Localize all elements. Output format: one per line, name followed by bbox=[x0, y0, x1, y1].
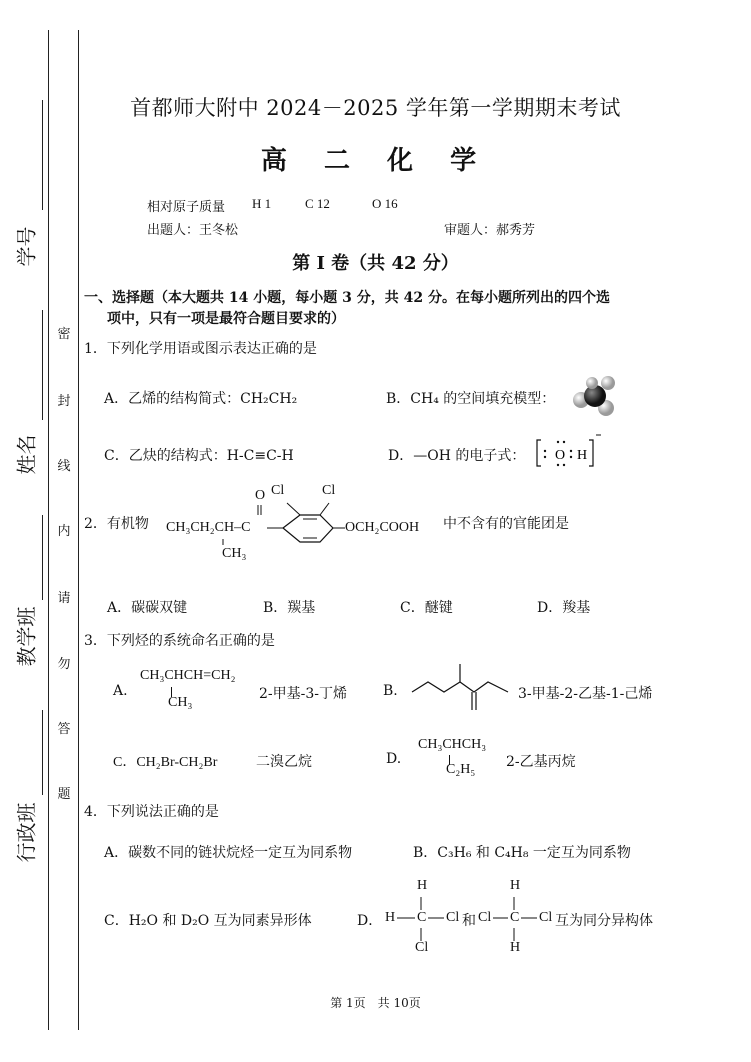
hydroxyl-electron-formula-icon bbox=[533, 430, 603, 474]
q3-option-c[interactable]: C．CH₂Br-CH₂Br bbox=[113, 755, 218, 770]
seal-char: 密 bbox=[57, 327, 71, 342]
q2-option-b[interactable]: B．羰基 bbox=[263, 600, 316, 616]
q3-option-d-formula: CH₃CHCH₃ bbox=[418, 737, 487, 752]
q4-option-b[interactable]: B．C₃H₆ 和 C₄H₈ 一定互为同系物 bbox=[413, 845, 631, 861]
teaching-class-field-line[interactable] bbox=[42, 515, 43, 600]
section-instruction-1: 一、选择题（本大题共 14 小题，每小题 3 分，共 42 分。在每小题所列出的四个选 bbox=[84, 290, 610, 306]
q4-d-tail: 互为同分异构体 bbox=[555, 913, 653, 929]
q2-number: 2．有机物 bbox=[84, 516, 149, 532]
q4-option-a[interactable]: A．碳数不同的链状烷烃一定互为同系物 bbox=[104, 845, 353, 861]
q2-option-c[interactable]: C．醚键 bbox=[400, 600, 453, 616]
q4-d-mol2-cl-right: Cl bbox=[539, 910, 553, 925]
q2-right-formula: OCH₂COOH bbox=[345, 520, 420, 535]
side-label-teaching-class: 教学班 bbox=[14, 606, 39, 667]
page-footer: 第 1页 共 10页 bbox=[330, 996, 421, 1010]
q1-option-b[interactable]: B．CH₄ 的空间填充模型： bbox=[386, 391, 556, 407]
seal-char: 内 bbox=[57, 524, 71, 539]
q2-chlorine-2: Cl bbox=[322, 483, 336, 498]
q4-d-bond-lines-icon bbox=[380, 880, 560, 950]
q1-option-a[interactable]: A．乙烯的结构简式：CH₂CH₂ bbox=[104, 391, 298, 407]
seal-char: 勿 bbox=[57, 657, 71, 672]
q3-option-a-label[interactable]: A. bbox=[113, 683, 128, 699]
atomic-mass-h: H 1 bbox=[252, 196, 272, 211]
seal-char: 请 bbox=[57, 591, 71, 606]
q2-carbonyl-oxygen: O bbox=[255, 488, 266, 503]
name-field-line[interactable] bbox=[42, 310, 43, 420]
seal-char: 答 bbox=[57, 722, 71, 737]
q2-chlorine-1: Cl bbox=[271, 483, 285, 498]
svg-text:H: H bbox=[577, 448, 588, 463]
q4-d-and: 和 bbox=[462, 913, 476, 929]
q3-option-a-branch: CH₃ bbox=[168, 695, 193, 710]
q4-option-c[interactable]: C．H₂O 和 D₂O 互为同素异形体 bbox=[104, 913, 312, 929]
q1-option-c[interactable]: C．乙炔的结构式：H-C≡C-H bbox=[104, 448, 294, 464]
q3-option-a-name: 2-甲基-3-丁烯 bbox=[259, 686, 348, 702]
q2-option-d[interactable]: D．羧基 bbox=[537, 600, 591, 616]
q3-b-skeletal-structure-icon bbox=[410, 660, 516, 720]
side-label-admin-class: 行政班 bbox=[14, 802, 39, 863]
side-label-student-id: 学号 bbox=[14, 226, 39, 267]
q1-stem: 1．下列化学用语或图示表达正确的是 bbox=[84, 341, 317, 357]
q4-d-mol1-h-top: H bbox=[417, 878, 428, 893]
seal-char: 封 bbox=[57, 394, 71, 409]
q3-option-d-branch: C₂H₅ bbox=[446, 762, 476, 777]
atomic-mass-label: 相对原子质量 bbox=[147, 200, 226, 215]
exam-title: 首都师大附中 2024－2025 学年第一学期期末考试 bbox=[130, 96, 621, 120]
atomic-mass-o: O 16 bbox=[372, 196, 398, 211]
q3-option-d-name: 2-乙基丙烷 bbox=[506, 754, 576, 770]
q2-option-a[interactable]: A．碳碳双键 bbox=[107, 600, 188, 616]
section-instruction-2: 项中，只有一项是最符合题目要求的） bbox=[107, 311, 345, 327]
q3-option-b-name: 3-甲基-2-乙基-1-己烯 bbox=[518, 686, 653, 702]
q3-option-d-label[interactable]: D. bbox=[386, 751, 402, 767]
q4-d-mol2-cl-left: Cl bbox=[478, 910, 492, 925]
ch4-space-filling-model-icon bbox=[570, 373, 620, 419]
q3-option-a-formula: CH₃CHCH=CH₂ bbox=[140, 668, 236, 683]
q2-benzene-ring-icon bbox=[155, 495, 355, 565]
subject-title: 高 二 化 学 bbox=[260, 146, 491, 176]
q2-question-tail: 中不含有的官能团是 bbox=[443, 516, 569, 532]
q4-option-d-label[interactable]: D． bbox=[357, 913, 383, 929]
q4-d-mol1-cl-right: Cl bbox=[446, 910, 460, 925]
q1-option-d[interactable]: D．—OH 的电子式： bbox=[388, 448, 526, 464]
svg-text:O: O bbox=[555, 448, 566, 463]
seal-char: 线 bbox=[57, 459, 71, 474]
q4-d-mol1-cl-bottom: Cl bbox=[415, 940, 429, 955]
q3-option-c-name: 二溴乙烷 bbox=[256, 754, 312, 770]
question-reviewer: 审题人：郝秀芳 bbox=[444, 223, 536, 238]
admin-class-field-line[interactable] bbox=[42, 710, 43, 795]
seal-char: 题 bbox=[57, 787, 71, 802]
q4-d-mol2-c: C bbox=[510, 910, 520, 925]
q3-option-b-label[interactable]: B. bbox=[383, 683, 398, 699]
q4-stem: 4．下列说法正确的是 bbox=[84, 804, 219, 820]
q3-stem: 3．下列烃的系统命名正确的是 bbox=[84, 633, 275, 649]
margin-line-left bbox=[48, 30, 49, 1030]
section-title: 第 I 卷（共 42 分） bbox=[292, 253, 459, 274]
atomic-mass-c: C 12 bbox=[305, 196, 330, 211]
q4-d-mol2-h-bottom: H bbox=[510, 940, 521, 955]
q2-left-formula: CH₃CH₂CH–C bbox=[166, 520, 251, 535]
margin-line-right bbox=[78, 30, 79, 1030]
question-setter: 出题人：王冬松 bbox=[147, 223, 239, 238]
side-label-name: 姓名 bbox=[14, 434, 39, 475]
q4-d-mol1-h-left: H bbox=[385, 910, 396, 925]
q4-d-mol2-h-top: H bbox=[510, 878, 521, 893]
q4-d-mol1-c: C bbox=[417, 910, 427, 925]
q2-branch: CH₃ bbox=[222, 546, 247, 561]
